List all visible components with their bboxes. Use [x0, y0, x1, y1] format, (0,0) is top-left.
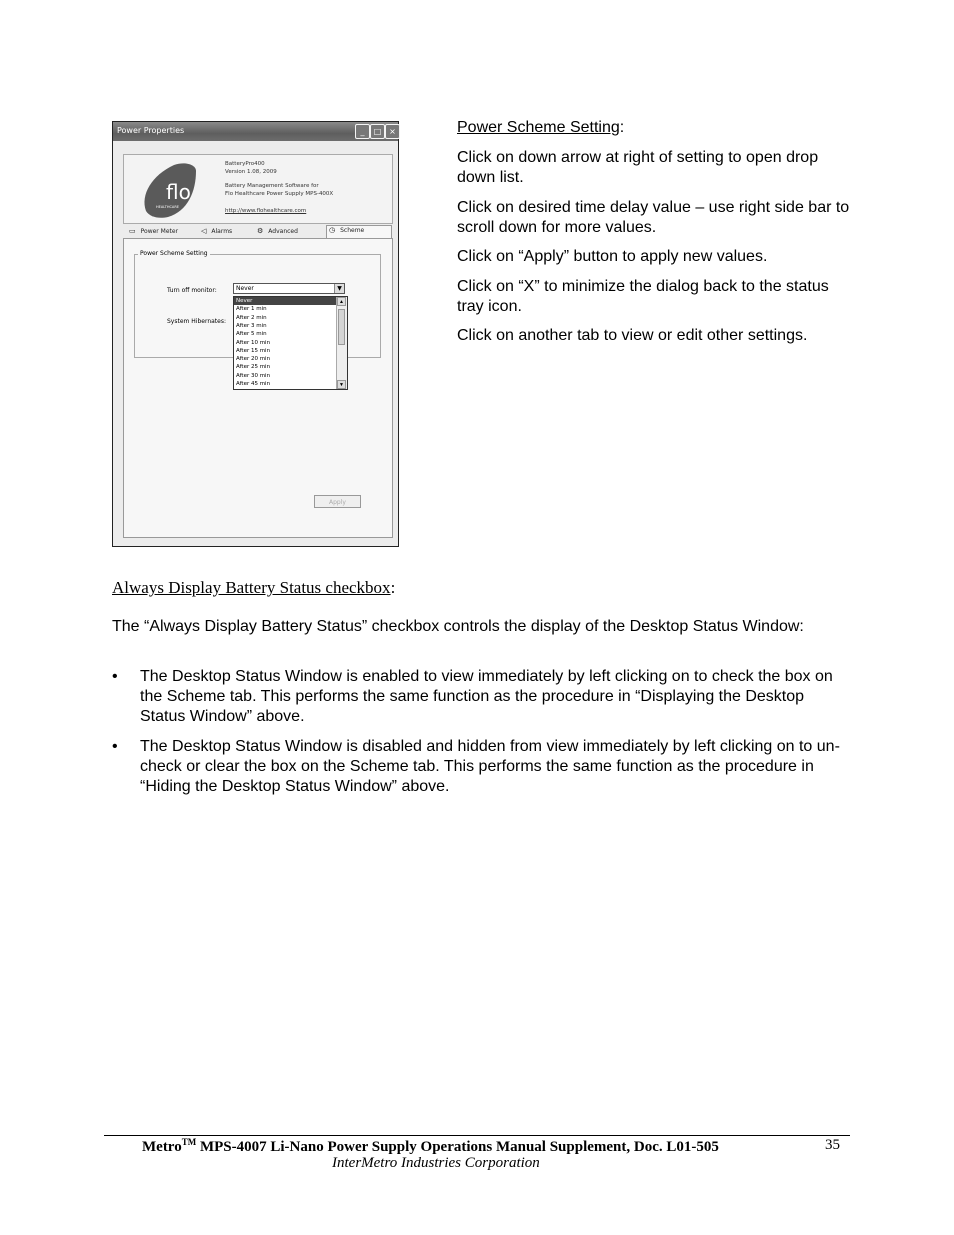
- logo-text: flo: [166, 180, 191, 204]
- battery-icon: ▭: [129, 227, 136, 235]
- option-10-min[interactable]: After 10 min: [236, 339, 271, 346]
- tab-advanced[interactable]: ⚙ Advanced: [257, 227, 298, 235]
- window-title: Power Properties: [117, 126, 185, 135]
- page-number: 35: [825, 1137, 840, 1153]
- footer-title: Metro™ MPS-4007 Li-Nano Power Supply Operations Manual Supplement, Doc. L01-505: [142, 1137, 719, 1155]
- product-version: Version 1.08, 2009: [225, 169, 277, 175]
- logo-subtext: HEALTHCARE: [156, 205, 179, 209]
- power-properties-window: [112, 121, 399, 547]
- tab-power-meter[interactable]: ▭ Power Meter: [129, 227, 179, 235]
- tab-alarms[interactable]: ◁ Alarms: [201, 227, 233, 235]
- scroll-up-icon[interactable]: ▲: [337, 297, 346, 306]
- speaker-icon: ◁: [201, 227, 207, 235]
- turn-off-monitor-label: Turn off monitor:: [167, 287, 217, 294]
- option-1-min[interactable]: After 1 min: [236, 306, 267, 313]
- option-30-min[interactable]: After 30 min: [236, 372, 271, 379]
- instruction-step: Click on “Apply” button to apply new values.: [457, 248, 768, 265]
- tab-scheme[interactable]: ◷ Scheme: [326, 225, 392, 240]
- bullet-icon: •: [112, 738, 118, 755]
- turn-off-monitor-select[interactable]: [233, 283, 345, 294]
- about-panel: [123, 154, 393, 224]
- chevron-down-icon[interactable]: ▼: [334, 284, 344, 293]
- option-3-min[interactable]: After 3 min: [236, 322, 267, 329]
- instruction-step: Click on desired time delay value – use right side bar to scroll down for more values.: [457, 199, 850, 236]
- dropdown-scrollbar[interactable]: [336, 297, 347, 389]
- footer-rule: [104, 1135, 850, 1136]
- scroll-thumb[interactable]: [338, 309, 345, 345]
- option-45-min[interactable]: After 45 min: [236, 381, 271, 387]
- instruction-step: Click on “X” to minimize the dialog back to the status tray icon.: [457, 278, 829, 315]
- instruction-step: Click on down arrow at right of setting to open drop down list.: [457, 149, 819, 186]
- select-value: Never: [236, 285, 254, 292]
- option-never[interactable]: Never: [234, 297, 338, 305]
- option-20-min[interactable]: After 20 min: [236, 356, 271, 363]
- close-icon[interactable]: ×: [385, 124, 400, 139]
- minimize-icon[interactable]: _: [355, 124, 370, 139]
- flo-logo: [138, 161, 200, 219]
- website-link[interactable]: http://www.flohealthcare.com: [225, 208, 307, 214]
- instruction-step: Click on another tab to view or edit other settings.: [457, 327, 808, 344]
- title-bar: [113, 122, 398, 141]
- option-25-min[interactable]: After 25 min: [236, 364, 271, 371]
- footer-company: InterMetro Industries Corporation: [332, 1155, 540, 1171]
- tab-strip: [123, 225, 391, 239]
- delay-dropdown-list: [233, 296, 348, 390]
- option-5-min[interactable]: After 5 min: [236, 331, 267, 338]
- gear-icon: ⚙: [257, 227, 264, 235]
- section-intro: The “Always Display Battery Status” checkbox controls the display of the Desktop Status Window:: [112, 618, 804, 635]
- product-desc-1: Battery Management Software for: [225, 183, 319, 189]
- product-desc-2: Flo Healthcare Power Supply MPS-400X: [225, 191, 334, 197]
- group-title: Power Scheme Setting: [140, 250, 208, 257]
- scroll-down-icon[interactable]: ▼: [337, 380, 346, 389]
- maximize-icon[interactable]: □: [370, 124, 385, 139]
- section-heading: Always Display Battery Status checkbox:: [112, 578, 396, 597]
- apply-button[interactable]: Apply: [314, 495, 361, 508]
- option-15-min[interactable]: After 15 min: [236, 347, 271, 354]
- option-2-min[interactable]: After 2 min: [236, 314, 267, 321]
- instructions-heading: Power Scheme Setting:: [457, 119, 625, 136]
- bullet-icon: •: [112, 668, 118, 685]
- product-name: BatteryPro400: [225, 161, 265, 167]
- system-hibernates-label: System Hibernates:: [167, 318, 226, 325]
- clock-icon: ◷: [329, 226, 336, 234]
